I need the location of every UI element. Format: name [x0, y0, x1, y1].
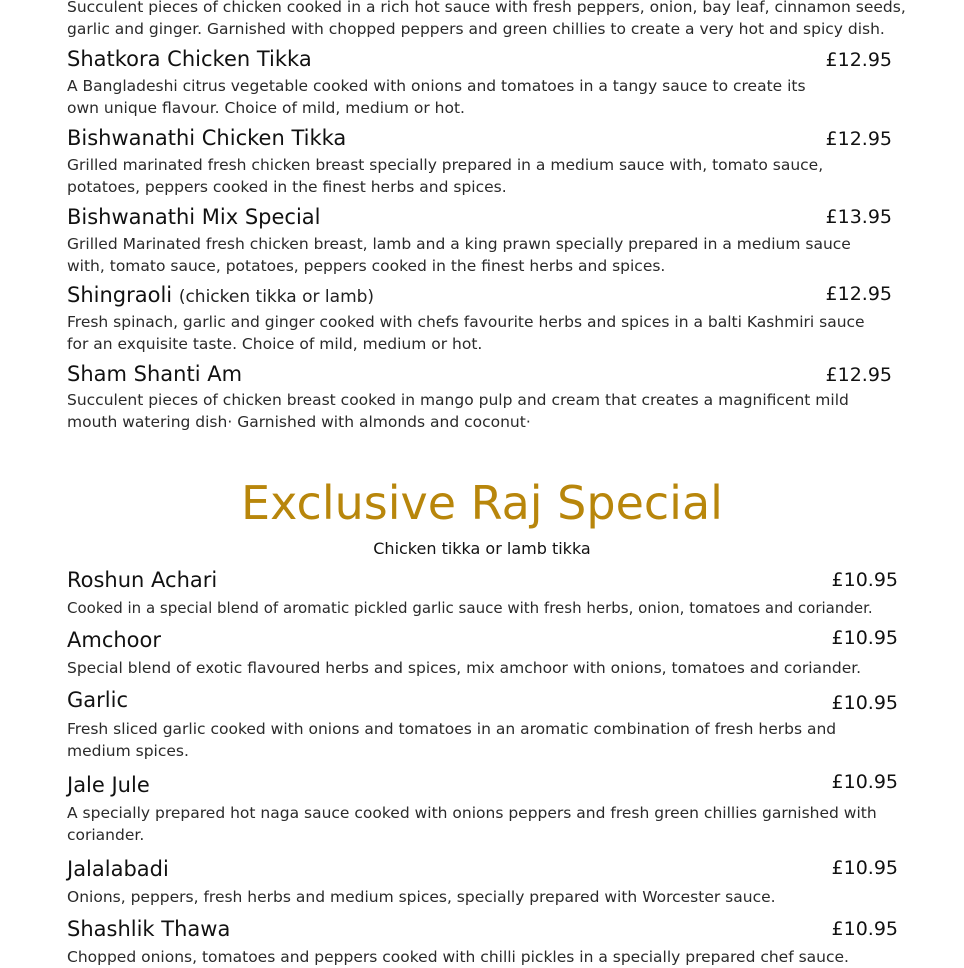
dish-name: Bishwanathi Mix Special [67, 205, 321, 229]
dish-price: £12.95 [825, 364, 892, 386]
dish-name: Jale Jule [67, 773, 150, 797]
dish-name: Jalalabadi [67, 857, 169, 881]
dish-price: £10.95 [831, 918, 898, 940]
dish-name: Amchoor [67, 628, 162, 652]
dish-description: Fresh spinach, garlic and ginger cooked with chefs favourite herbs and spices in a balti Kashmiri sauce for an exquisite taste. Choice of mild, medium or hot. [67, 313, 865, 353]
dish-price: £10.95 [831, 857, 898, 879]
dish-name: Shashlik Thawa [67, 917, 231, 941]
dish-price: £10.95 [831, 569, 898, 591]
dish-name: Shatkora Chicken Tikka [67, 47, 312, 71]
dish-price: £10.95 [831, 771, 898, 793]
dish-description: Onions, peppers, fresh herbs and medium spices, specially prepared with Worcester sauce. [67, 888, 776, 906]
dish-name: Sham Shanti Am [67, 362, 243, 386]
dish-name-with-note [67, 283, 374, 307]
dish-price: £10.95 [831, 627, 898, 649]
dish-price: £12.95 [825, 128, 892, 150]
dish-description: Chopped onions, tomatoes and peppers cooked with chilli pickles in a specially prepared chef sauce. [67, 948, 849, 966]
dish-price: £13.95 [825, 206, 892, 228]
dish-description: Cooked in a special blend of aromatic pickled garlic sauce with fresh herbs, onion, tomatoes and coriander. [67, 599, 873, 617]
dish-price: £12.95 [825, 283, 892, 305]
dish-description: Succulent pieces of chicken breast cooked in mango pulp and cream that creates a magnificent mild mouth watering dish· Garnished with almonds and coconut· [67, 391, 849, 431]
dish-description: Fresh sliced garlic cooked with onions and tomatoes in an aromatic combination of fresh herbs and medium spices. [67, 720, 837, 760]
dish-description: Special blend of exotic flavoured herbs and spices, mix amchoor with onions, tomatoes and coriander. [67, 659, 862, 677]
dish-price: £10.95 [831, 692, 898, 714]
dish-price: £12.95 [825, 49, 892, 71]
dish-name: Bishwanathi Chicken Tikka [67, 126, 347, 150]
dish-name: Roshun Achari [67, 568, 218, 592]
section-subtitle: Chicken tikka or lamb tikka [373, 539, 591, 558]
dish-note: (chicken tikka or lamb) [178, 287, 375, 307]
dish-name: Garlic [67, 688, 128, 712]
dish-description: Grilled marinated fresh chicken breast specially prepared in a medium sauce with, tomato sauce, potatoes, peppers cooked in the finest herbs and spices. [67, 156, 824, 196]
dish-description: Succulent pieces of chicken cooked in a rich hot sauce with fresh peppers, onion, bay leaf, cinnamon seeds, garlic and ginger. Garnished with chopped peppers and green chillies to create a very hot and spicy dish. [67, 0, 906, 38]
dish-description: A Bangladeshi citrus vegetable cooked with onions and tomatoes in a tangy sauce to create its own unique flavour. Choice of mild, medium or hot. [67, 77, 806, 117]
dish-name: Shingraoli [67, 283, 173, 307]
section-title: Exclusive Raj Special [241, 476, 723, 530]
dish-description: Grilled Marinated fresh chicken breast, lamb and a king prawn specially prepared in a medium sauce with, tomato sauce, potatoes, peppers cooked in the finest herbs and spices. [67, 235, 851, 275]
dish-description: A specially prepared hot naga sauce cooked with onions peppers and fresh green chillies garnished with coriander. [67, 804, 877, 844]
